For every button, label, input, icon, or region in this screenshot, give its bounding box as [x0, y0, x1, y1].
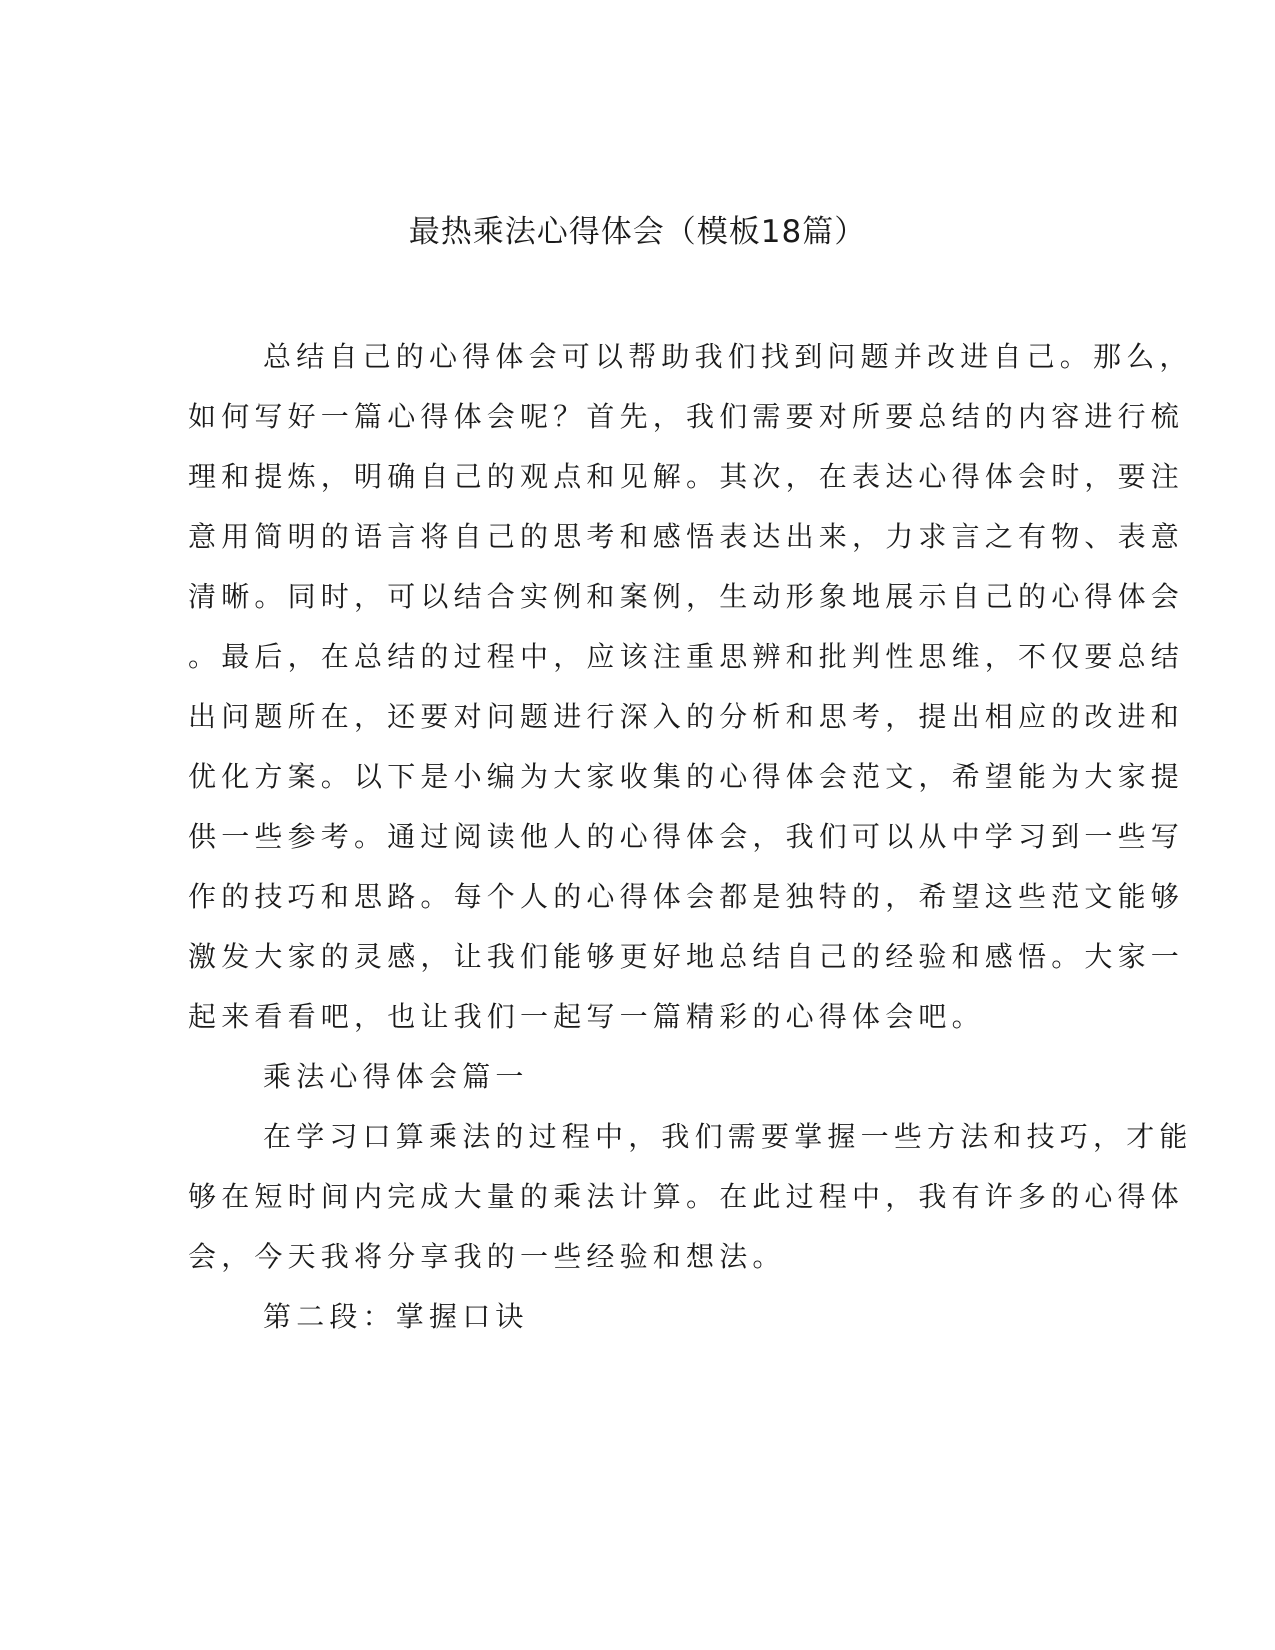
section-line: 会，今天我将分享我的一些经验和想法。	[188, 1240, 786, 1273]
intro-line: 起来看看吧，也让我们一起写一篇精彩的心得体会吧。	[188, 1000, 985, 1033]
intro-line: 意用简明的语言将自己的思考和感悟表达出来，力求言之有物、表意	[188, 520, 1185, 553]
intro-line: 作的技巧和思路。每个人的心得体会都是独特的，希望这些范文能够	[188, 880, 1185, 913]
intro-line: 供一些参考。通过阅读他人的心得体会，我们可以从中学习到一些写	[188, 820, 1185, 853]
document-body	[188, 327, 1193, 1347]
intro-line: 理和提炼，明确自己的观点和见解。其次，在表达心得体会时，要注	[188, 460, 1185, 493]
intro-line: 。最后，在总结的过程中，应该注重思辨和批判性思维，不仅要总结	[188, 640, 1185, 673]
intro-line: 激发大家的灵感，让我们能够更好地总结自己的经验和感悟。大家一	[188, 940, 1185, 973]
section-line: 够在短时间内完成大量的乘法计算。在此过程中，我有许多的心得体	[188, 1180, 1185, 1213]
intro-line: 出问题所在，还要对问题进行深入的分析和思考，提出相应的改进和	[188, 700, 1185, 733]
intro-line: 总结自己的心得体会可以帮助我们找到问题并改进自己。那么，	[263, 340, 1193, 373]
document-title: 最热乘法心得体会（模板18篇）	[408, 214, 867, 250]
section-heading: 乘法心得体会篇一	[263, 1060, 529, 1093]
intro-line: 如何写好一篇心得体会呢？首先，我们需要对所要总结的内容进行梳	[188, 400, 1185, 433]
intro-line: 清晰。同时，可以结合实例和案例，生动形象地展示自己的心得体会	[188, 580, 1185, 613]
section-heading: 第二段：掌握口诀	[263, 1300, 529, 1333]
intro-line: 优化方案。以下是小编为大家收集的心得体会范文，希望能为大家提	[188, 760, 1185, 793]
section-line: 在学习口算乘法的过程中，我们需要掌握一些方法和技巧，才能	[263, 1120, 1193, 1153]
